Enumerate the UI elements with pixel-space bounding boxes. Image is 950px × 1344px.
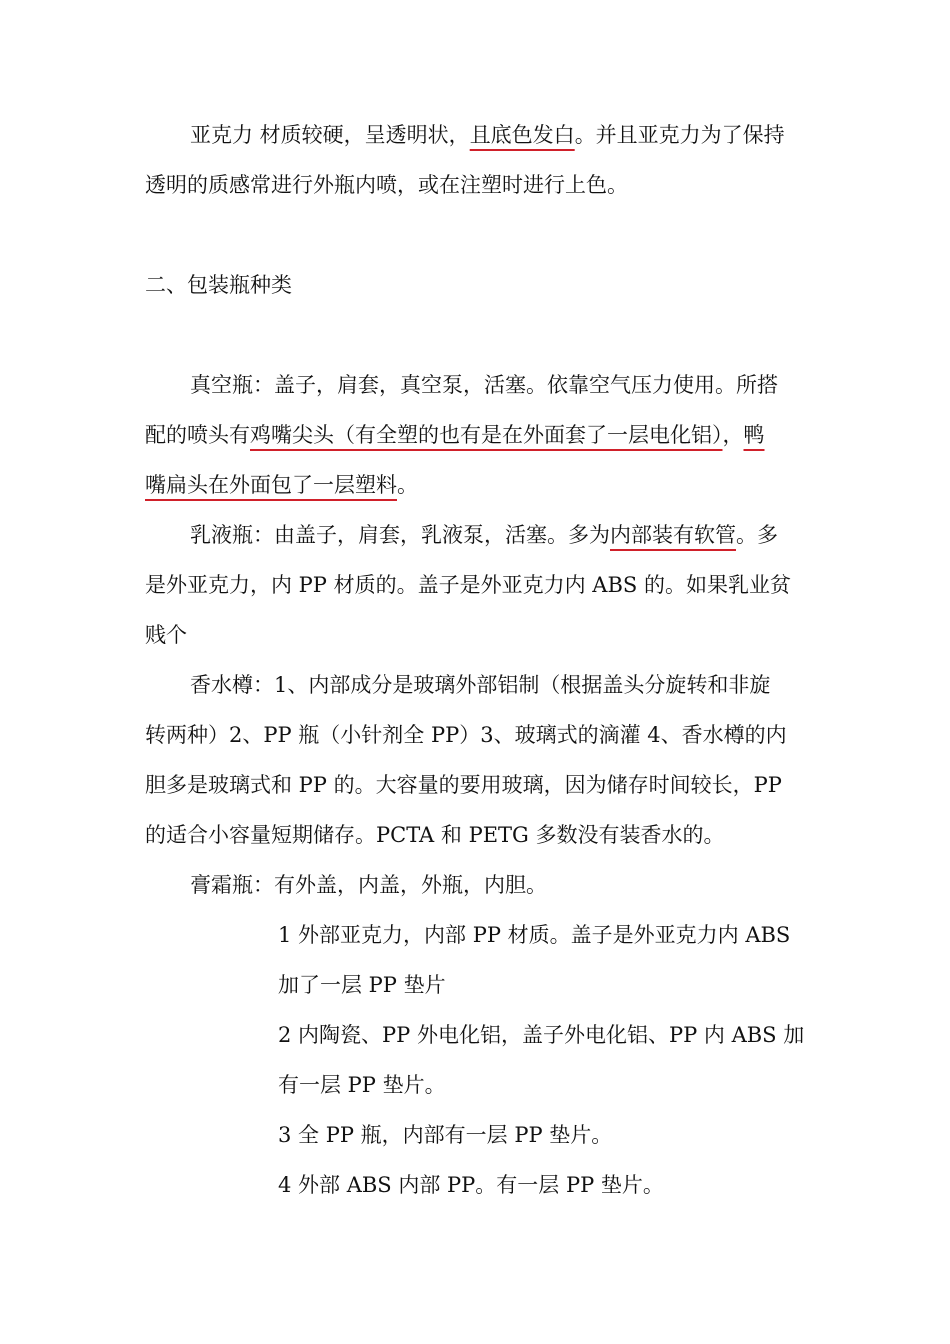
- text: 配的喷头有: [145, 423, 250, 447]
- perfume-bottle-line-2: 转两种）2、PP 瓶（小针剂全 PP）3、玻璃式的滴灌 4、香水樽的内: [145, 723, 787, 747]
- perfume-bottle-line-4: 的适合小容量短期储存。PCTA 和 PETG 多数没有装香水的。: [145, 823, 725, 847]
- underlined-text: 且底色发白: [469, 123, 575, 147]
- vacuum-bottle-line-2: [145, 420, 765, 450]
- text: 乳液瓶：由盖子，肩套，乳液泵，活塞。多为: [190, 523, 610, 547]
- text: 亚克力 材质较硬，呈透明状，: [190, 123, 470, 147]
- text: 。多: [736, 523, 778, 547]
- acrylic-paragraph-line-1: [190, 120, 785, 150]
- vacuum-bottle-line-1: 真空瓶：盖子，肩套，真空泵，活塞。依靠空气压力使用。所搭: [190, 373, 778, 397]
- section-heading: 二、包装瓶种类: [145, 273, 292, 297]
- lotion-bottle-line-2: 是外亚克力，内 PP 材质的。盖子是外亚克力内 ABS 的。如果乳业贫: [145, 573, 791, 597]
- acrylic-paragraph-line-2: 透明的质感常进行外瓶内喷，或在注塑时进行上色。: [145, 173, 628, 197]
- cream-item-3: 3 全 PP 瓶，内部有一层 PP 垫片。: [278, 1123, 613, 1147]
- cream-item-4: 4 外部 ABS 内部 PP。有一层 PP 垫片。: [278, 1173, 664, 1197]
- cream-item-2-line-2: 有一层 PP 垫片。: [278, 1073, 446, 1097]
- lotion-bottle-line-1: [190, 520, 778, 550]
- text: 。: [397, 473, 418, 497]
- perfume-bottle-line-3: 胆多是玻璃式和 PP 的。大容量的要用玻璃，因为储存时间较长，PP: [145, 773, 782, 797]
- cream-jar-line-1: 膏霜瓶：有外盖，内盖，外瓶，内胆。: [190, 873, 547, 897]
- cream-item-2-line-1: 2 内陶瓷、PP 外电化铝，盖子外电化铝、PP 内 ABS 加: [278, 1023, 805, 1047]
- underlined-text: 嘴扁头在外面包了一层塑料: [145, 473, 397, 497]
- cream-item-1-line-2: 加了一层 PP 垫片: [278, 973, 446, 997]
- text: 。并且亚克力为了保持: [574, 123, 785, 147]
- lotion-bottle-line-3: 贱个: [145, 623, 187, 647]
- cream-item-1-line-1: 1 外部亚克力，内部 PP 材质。盖子是外亚克力内 ABS: [278, 923, 791, 947]
- vacuum-bottle-line-3: [145, 470, 418, 500]
- underlined-text: 鸭: [743, 423, 765, 447]
- underlined-text: 内部装有软管: [610, 523, 736, 547]
- perfume-bottle-line-1: 香水樽：1、内部成分是玻璃外部铝制（根据盖头分旋转和非旋: [190, 673, 771, 697]
- text: ，: [722, 423, 744, 447]
- underlined-text: 鸡嘴尖头（有全塑的也有是在外面套了一层电化铝）: [250, 423, 723, 447]
